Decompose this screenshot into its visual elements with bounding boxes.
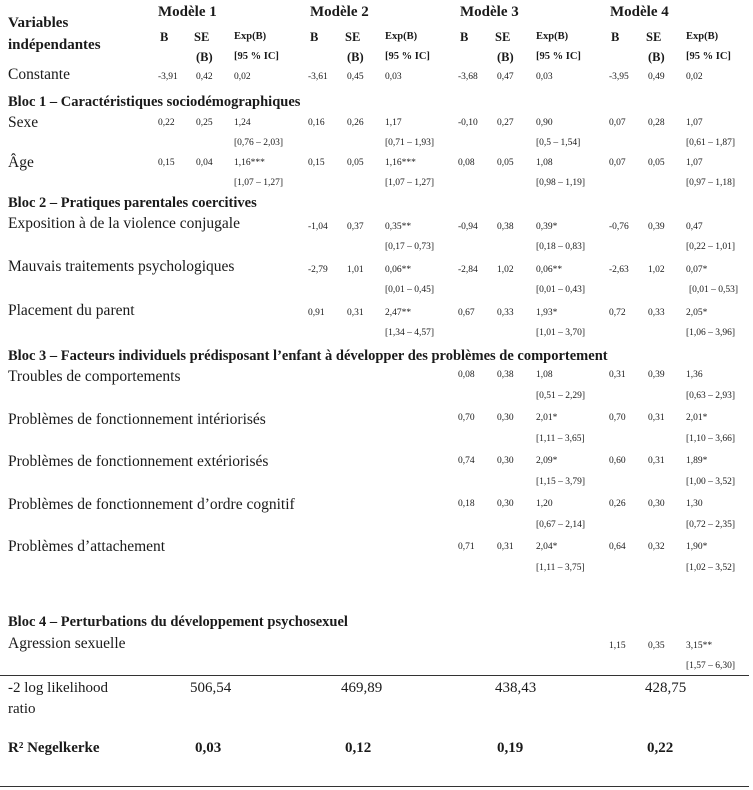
cell-b: 0,22	[158, 118, 175, 128]
row-label-mauvais-traitements: Mauvais traitements psychologiques	[8, 258, 235, 275]
cell-exp: 1,08	[536, 370, 553, 380]
row-label-cognitif: Problèmes de fonctionnement d’ordre cognitif	[8, 496, 295, 513]
cell-ci: [0,18 – 0,83]	[536, 242, 586, 252]
cell-b: 0,07	[609, 118, 626, 128]
cell-b: -2,63	[609, 265, 629, 275]
cell-exp: 0,07*	[686, 265, 708, 275]
m2-se-header: SE	[345, 30, 361, 44]
cell-ci: [1,15 – 3,79]	[536, 477, 586, 487]
m2-b-header: B	[310, 30, 319, 44]
m3-exp-header: Exp(B)	[536, 31, 569, 42]
m3-ci-header: [95 % IC]	[536, 51, 581, 62]
cell-se: 0,35	[648, 641, 665, 651]
bottom-rule	[0, 786, 749, 787]
cell-se: 0,47	[497, 72, 514, 82]
cell-ci: [0,97 – 1,18]	[686, 178, 736, 188]
m4-se-header-2: (B)	[648, 50, 665, 64]
row-label-age: Âge	[8, 154, 34, 171]
cell-b: 0,64	[609, 542, 626, 552]
m1-se-header: SE	[194, 30, 210, 44]
cell-b: 0,15	[308, 158, 325, 168]
cell-se: 0,31	[347, 308, 364, 318]
m4-exp-header: Exp(B)	[686, 31, 719, 42]
cell-ci: [0,51 – 2,29]	[536, 391, 586, 401]
r2-label: R² Negelkerke	[8, 740, 100, 756]
cell-b: 0,31	[609, 370, 626, 380]
cell-se: 0,39	[648, 222, 665, 232]
model-4-header: Modèle 4	[610, 4, 669, 20]
loglik-label-line1: -2 log likelihood	[8, 680, 108, 696]
row-label-agression: Agression sexuelle	[8, 635, 126, 652]
cell-se: 0,37	[347, 222, 364, 232]
cell-exp: 1,24	[234, 118, 251, 128]
row-label-constante: Constante	[8, 66, 70, 83]
cell-exp: 1,07	[686, 118, 703, 128]
cell-se: 0,38	[497, 370, 514, 380]
cell-exp: 0,06**	[536, 265, 563, 275]
cell-se: 0,05	[497, 158, 514, 168]
loglik-m4: 428,75	[645, 680, 687, 696]
cell-ci: [0,98 – 1,19]	[536, 178, 586, 188]
cell-b: 0,74	[458, 456, 475, 466]
cell-ci: [1,11 – 3,75]	[536, 563, 585, 573]
cell-se: 1,02	[497, 265, 514, 275]
cell-exp: 0,35**	[385, 222, 412, 232]
m3-b-header: B	[460, 30, 469, 44]
m3-se-header: SE	[495, 30, 511, 44]
m1-se-header-2: (B)	[196, 50, 213, 64]
loglik-m1: 506,54	[190, 680, 232, 696]
m1-ci-header: [95 % IC]	[234, 51, 279, 62]
cell-ci: [1,01 – 3,70]	[536, 328, 586, 338]
cell-se: 0,45	[347, 72, 364, 82]
cell-b: -3,68	[458, 72, 478, 82]
m1-exp-header: Exp(B)	[234, 31, 267, 42]
row-label-attachement: Problèmes d’attachement	[8, 538, 166, 555]
loglik-m2: 469,89	[341, 680, 383, 696]
cell-ci: [1,10 – 3,66]	[686, 434, 736, 444]
cell-exp: 1,17	[385, 118, 402, 128]
cell-b: 0,70	[458, 413, 475, 423]
row-label-sexe: Sexe	[8, 114, 39, 131]
cell-ci: [1,02 – 3,52]	[686, 563, 736, 573]
cell-b: 0,08	[458, 158, 475, 168]
cell-b: 1,15	[609, 641, 626, 651]
bloc-1-heading: Bloc 1 – Caractéristiques sociodémographiques	[8, 94, 301, 110]
bloc-2-heading: Bloc 2 – Pratiques parentales coercitives	[8, 195, 257, 211]
m2-ci-header: [95 % IC]	[385, 51, 430, 62]
loglik-label-line2: ratio	[8, 701, 36, 717]
cell-exp: 2,04*	[536, 542, 558, 552]
cell-exp: 1,36	[686, 370, 703, 380]
r2-m4: 0,22	[647, 740, 674, 756]
cell-b: 0,08	[458, 370, 475, 380]
cell-ci: [1,11 – 3,65]	[536, 434, 585, 444]
cell-ci: [1,34 – 4,57]	[385, 328, 435, 338]
cell-se: 0,05	[347, 158, 364, 168]
model-3-header: Modèle 3	[460, 4, 519, 20]
cell-exp: 2,47**	[385, 308, 412, 318]
row-label-violence: Exposition à de la violence conjugale	[8, 215, 240, 232]
cell-se: 0,26	[347, 118, 364, 128]
bloc-4-heading: Bloc 4 – Perturbations du développement psychosexuel	[8, 614, 348, 630]
cell-se: 0,38	[497, 222, 514, 232]
cell-ci: [0,22 – 1,01]	[686, 242, 736, 252]
cell-se: 1,01	[347, 265, 364, 275]
cell-exp: 0,02	[234, 72, 251, 82]
cell-exp: 0,02	[686, 72, 703, 82]
cell-b: -2,79	[308, 265, 328, 275]
cell-exp: 1,16***	[385, 158, 416, 168]
cell-exp: 3,15**	[686, 641, 713, 651]
cell-b: -3,91	[158, 72, 178, 82]
cell-b: 0,70	[609, 413, 626, 423]
variables-header-line2: indépendantes	[8, 37, 101, 53]
cell-ci: [0,01 – 0,45]	[385, 285, 435, 295]
m4-se-header: SE	[646, 30, 662, 44]
cell-b: -3,61	[308, 72, 328, 82]
m1-b-header: B	[160, 30, 169, 44]
cell-b: 0,67	[458, 308, 475, 318]
cell-exp: 0,90	[536, 118, 553, 128]
cell-exp: 2,05*	[686, 308, 708, 318]
cell-exp: 1,89*	[686, 456, 708, 466]
cell-exp: 1,90*	[686, 542, 708, 552]
cell-se: 0,05	[648, 158, 665, 168]
cell-ci: [0,63 – 2,93]	[686, 391, 736, 401]
cell-se: 0,33	[648, 308, 665, 318]
cell-ci: [1,07 – 1,27]	[385, 178, 435, 188]
cell-se: 0,30	[497, 413, 514, 423]
cell-se: 0,49	[648, 72, 665, 82]
model-2-header: Modèle 2	[310, 4, 369, 20]
cell-se: 0,28	[648, 118, 665, 128]
r2-m1: 0,03	[195, 740, 222, 756]
cell-ci: [0,76 – 2,03]	[234, 138, 284, 148]
cell-exp: 1,20	[536, 499, 553, 509]
cell-exp: 1,07	[686, 158, 703, 168]
row-label-placement: Placement du parent	[8, 302, 135, 319]
cell-se: 0,27	[497, 118, 514, 128]
cell-ci: [1,00 – 3,52]	[686, 477, 736, 487]
cell-b: 0,60	[609, 456, 626, 466]
cell-b: 0,91	[308, 308, 325, 318]
cell-se: 0,25	[196, 118, 213, 128]
cell-b: 0,07	[609, 158, 626, 168]
cell-ci: [0,72 – 2,35]	[686, 520, 736, 530]
cell-b: -3,95	[609, 72, 629, 82]
cell-se: 0,30	[648, 499, 665, 509]
m2-exp-header: Exp(B)	[385, 31, 418, 42]
bloc-3-heading: Bloc 3 – Facteurs individuels prédisposant l’enfant à développer des problèmes de comportement	[8, 348, 608, 364]
row-label-exteriorises: Problèmes de fonctionnement extériorisés	[8, 453, 269, 470]
cell-ci: [0,67 – 2,14]	[536, 520, 586, 530]
cell-exp: 0,47	[686, 222, 703, 232]
cell-se: 0,30	[497, 456, 514, 466]
m2-se-header-2: (B)	[347, 50, 364, 64]
cell-se: 0,30	[497, 499, 514, 509]
cell-ci: [0,61 – 1,87]	[686, 138, 736, 148]
cell-ci: [0,01 – 0,53]	[689, 285, 739, 295]
cell-ci: [1,07 – 1,27]	[234, 178, 284, 188]
cell-exp: 2,01*	[536, 413, 558, 423]
row-label-troubles: Troubles de comportements	[8, 368, 181, 385]
cell-se: 0,32	[648, 542, 665, 552]
r2-m2: 0,12	[345, 740, 372, 756]
r2-m3: 0,19	[497, 740, 524, 756]
m3-se-header-2: (B)	[497, 50, 514, 64]
cell-b: 0,72	[609, 308, 626, 318]
cell-b: 0,15	[158, 158, 175, 168]
cell-b: -1,04	[308, 222, 328, 232]
cell-exp: 1,16***	[234, 158, 265, 168]
cell-se: 0,42	[196, 72, 213, 82]
cell-se: 0,39	[648, 370, 665, 380]
model-1-header: Modèle 1	[158, 4, 217, 20]
m4-b-header: B	[611, 30, 620, 44]
loglik-m3: 438,43	[495, 680, 537, 696]
cell-b: 0,71	[458, 542, 475, 552]
cell-b: 0,16	[308, 118, 325, 128]
cell-exp: 1,93*	[536, 308, 558, 318]
cell-se: 0,31	[648, 456, 665, 466]
cell-b: -2,84	[458, 265, 478, 275]
table-rule	[0, 675, 749, 676]
cell-exp: 0,03	[536, 72, 553, 82]
cell-ci: [0,5 – 1,54]	[536, 138, 581, 148]
cell-b: -0,76	[609, 222, 629, 232]
cell-se: 0,04	[196, 158, 213, 168]
cell-ci: [1,06 – 3,96]	[686, 328, 736, 338]
cell-exp: 2,09*	[536, 456, 558, 466]
variables-header-line1: Variables	[8, 15, 69, 31]
cell-ci: [1,57 – 6,30]	[686, 661, 736, 671]
cell-exp: 2,01*	[686, 413, 708, 423]
cell-b: -0,94	[458, 222, 478, 232]
cell-se: 1,02	[648, 265, 665, 275]
cell-ci: [0,01 – 0,43]	[536, 285, 586, 295]
cell-b: 0,18	[458, 499, 475, 509]
cell-exp: 0,06**	[385, 265, 412, 275]
cell-ci: [0,71 – 1,93]	[385, 138, 435, 148]
cell-se: 0,31	[497, 542, 514, 552]
row-label-interiorises: Problèmes de fonctionnement intériorisés	[8, 411, 266, 428]
cell-b: 0,26	[609, 499, 626, 509]
cell-exp: 1,08	[536, 158, 553, 168]
cell-exp: 0,39*	[536, 222, 558, 232]
cell-exp: 1,30	[686, 499, 703, 509]
cell-exp: 0,03	[385, 72, 402, 82]
cell-se: 0,31	[648, 413, 665, 423]
cell-b: -0,10	[458, 118, 478, 128]
cell-se: 0,33	[497, 308, 514, 318]
cell-ci: [0,17 – 0,73]	[385, 242, 435, 252]
m4-ci-header: [95 % IC]	[686, 51, 731, 62]
